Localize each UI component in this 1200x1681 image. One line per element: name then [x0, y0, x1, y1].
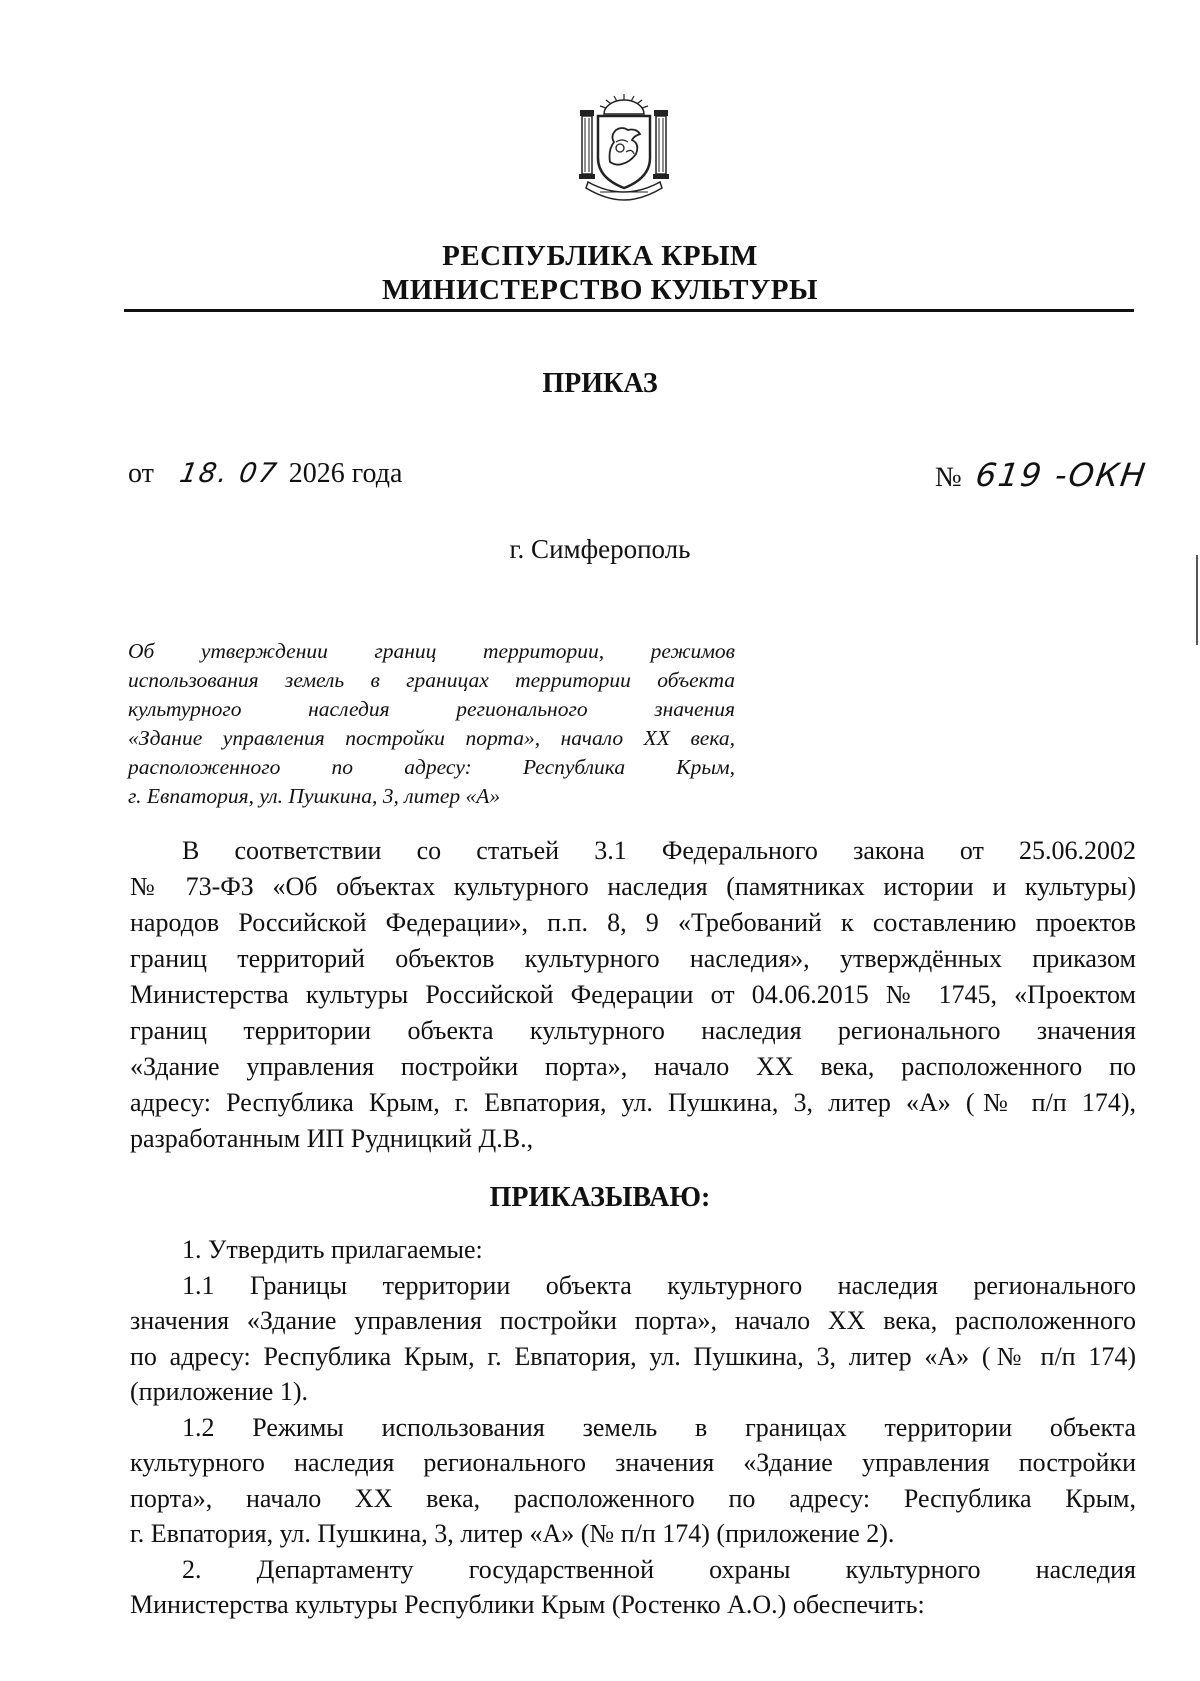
order-title: ПРИКАЗ — [542, 368, 658, 399]
subject-line: расположенного по адресу: Республика Крым, — [128, 755, 735, 779]
order-items — [130, 1232, 1136, 1623]
item-1-2-line: 1.2 Режимы использования земель в границах территории объекта — [182, 1412, 1136, 1442]
preamble-line: границ территорий объектов культурного наследия», утверждённых приказом — [130, 944, 1136, 973]
date-suffix: 2026 года — [288, 458, 403, 489]
item-1-1-line: значения «Здание управления постройки порта», начало XX века, расположенного — [130, 1306, 1136, 1335]
date-prefix: от — [128, 458, 154, 489]
number-prefix: № — [935, 462, 962, 493]
subject-line: использования земель в границах территории объекта — [128, 668, 735, 692]
scan-edge-mark — [1196, 555, 1198, 645]
coat-of-arms-icon — [570, 92, 678, 204]
subject-line: культурного наследия регионального значения — [128, 697, 735, 721]
item-1-1-line: 1.1 Границы территории объекта культурного наследия регионального — [182, 1270, 1136, 1300]
number-handwritten: 619 -ОКН — [973, 456, 1150, 494]
subject-line: г. Евпатория, ул. Пушкина, 3, литер «А» — [128, 784, 501, 808]
item-1: 1. Утвердить прилагаемые: — [182, 1235, 483, 1264]
preamble-line: адресу: Республика Крым, г. Евпатория, ул. Пушкина, 3, литер «А» (№ п/п 174), — [130, 1088, 1136, 1117]
order-subject — [128, 637, 735, 811]
item-1-1-line: по адресу: Республика Крым, г. Евпатория, ул. Пушкина, 3, литер «А» (№ п/п 174) — [130, 1341, 1136, 1371]
date-handwritten: 18. 07 — [177, 458, 281, 489]
header-ministry: МИНИСТЕРСТВО КУЛЬТУРЫ — [382, 274, 818, 306]
preamble-line: границ территории объекта культурного наследия регионального значения — [130, 1016, 1136, 1045]
item-2-line: Министерства культуры Республики Крым (Ростенко А.О.) обеспечить: — [130, 1590, 925, 1619]
subject-line: «Здание управления постройки порта», начало XX века, — [128, 726, 735, 750]
header-rule — [124, 309, 1134, 312]
header-republic: РЕСПУБЛИКА КРЫМ — [442, 240, 758, 272]
preamble-line: № 73-ФЗ «Об объектах культурного наследия (памятниках истории и культуры) — [130, 872, 1136, 901]
preamble — [130, 833, 1136, 1157]
orders-title: ПРИКАЗЫВАЮ: — [489, 1182, 711, 1213]
preamble-line: Министерства культуры Российской Федерации от 04.06.2015 № 1745, «Проектом — [130, 980, 1136, 1009]
item-1-2-line: порта», начало XX века, расположенного по адресу: Республика Крым, — [130, 1483, 1136, 1513]
preamble-line: народов Российской Федерации», п.п. 8, 9 «Требований к составлению проектов — [130, 908, 1136, 937]
order-number — [935, 456, 1150, 494]
item-1-1-line: (приложение 1). — [130, 1377, 309, 1406]
item-2-line: 2. Департаменту государственной охраны культурного наследия — [182, 1554, 1136, 1584]
preamble-line: разработанным ИП Рудницкий Д.В., — [130, 1124, 534, 1153]
item-1-2-line: г. Евпатория, ул. Пушкина, 3, литер «А» (№ п/п 174) (приложение 2). — [130, 1519, 895, 1548]
preamble-line: «Здание управления постройки порта», начало XX века, расположенного по — [130, 1052, 1136, 1081]
order-date — [128, 458, 402, 490]
subject-line: Об утверждении границ территории, режимов — [128, 639, 735, 663]
item-1-2-line: культурного наследия регионального значения «Здание управления постройки — [130, 1448, 1136, 1477]
city: г. Симферополь — [509, 534, 691, 564]
preamble-line: В соответствии со статьей 3.1 Федерального закона от 25.06.2002 — [182, 836, 1136, 865]
